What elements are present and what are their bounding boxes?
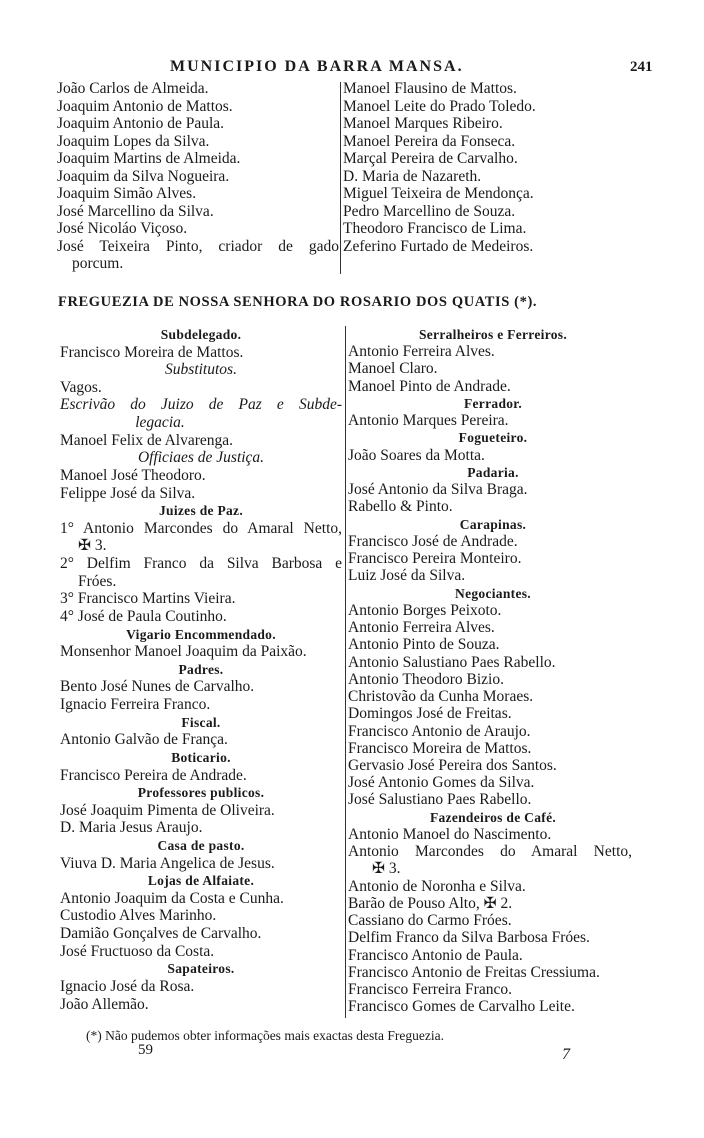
list-entry: Joaquim Simão Alves.	[57, 185, 197, 202]
list-entry: legacia.	[135, 414, 185, 432]
list-entry: Felippe José da Silva.	[60, 484, 196, 502]
main-column-rule	[345, 326, 346, 1018]
list-entry: Antonio Borges Peixoto.	[348, 601, 502, 619]
list-entry: Manoel Leite do Prado Toledo.	[343, 97, 536, 115]
list-entry: João Carlos de Almeida.	[57, 80, 209, 97]
list-entry: Manoel Pereira da Fonseca.	[343, 132, 516, 150]
list-entry: Manoel José Theodoro.	[60, 466, 206, 484]
list-entry: 1° Antonio Marcondes do Amaral Netto,	[60, 519, 342, 537]
list-entry: Damião Gonçalves de Carvalho.	[60, 925, 262, 943]
list-entry: Fróes.	[78, 572, 117, 590]
list-entry: Miguel Teixeira de Mendonça.	[343, 185, 534, 202]
list-entry: Manoel Felix de Alvarenga.	[60, 431, 234, 449]
list-entry: Marçal Pereira de Carvalho.	[343, 150, 518, 167]
list-entry: Antonio Marques Pereira.	[348, 412, 509, 430]
section-title: FREGUEZIA DE NOSSA SENHORA DO ROSARIO DOS QUATIS (*).	[58, 294, 538, 310]
list-entry: José Salustiano Paes Rabello.	[348, 791, 532, 809]
list-entry: Antonio Marcondes do Amaral Netto,	[348, 843, 632, 861]
category-heading: Ferrador.	[463, 395, 523, 411]
list-entry: Theodoro Francisco de Lima.	[343, 220, 527, 237]
list-entry: Ignacio José da Rosa.	[60, 977, 195, 995]
list-entry: José Teixeira Pinto, criador de gado	[57, 237, 339, 255]
category-heading: Juizes de Paz.	[158, 503, 244, 519]
list-entry: Antonio Ferreira Alves.	[348, 343, 495, 361]
list-entry: Francisco Ferreira Franco.	[348, 981, 512, 999]
list-entry: Ignacio Ferreira Franco.	[60, 696, 211, 714]
list-entry: Francisco Pereira Monteiro.	[348, 550, 522, 568]
running-head: MUNICIPIO DA BARRA MANSA.	[170, 58, 464, 75]
list-entry: Pedro Marcellino de Souza.	[343, 202, 516, 220]
list-entry: Bento José Nunes de Carvalho.	[60, 678, 255, 696]
list-entry: José Marcellino da Silva.	[57, 202, 214, 220]
list-entry: 4° José de Paula Coutinho.	[60, 607, 227, 625]
category-heading: Professores publicos.	[137, 785, 265, 801]
list-entry: D. Maria de Nazareth.	[343, 167, 482, 185]
list-entry: Francisco Pereira de Andrade.	[60, 766, 247, 784]
list-entry: Manoel Marques Ribeiro.	[343, 115, 503, 132]
list-entry: Francisco Moreira de Mattos.	[348, 739, 532, 757]
list-entry: Luiz José da Silva.	[348, 567, 466, 585]
list-entry: Delfim Franco da Silva Barbosa Fróes.	[348, 929, 590, 947]
list-entry: Cassiano do Carmo Fróes.	[348, 912, 512, 930]
list-entry: Joaquim Antonio de Paula.	[57, 115, 225, 132]
list-entry: Gervasio José Pereira dos Santos.	[348, 757, 557, 774]
category-heading: Subdelegado.	[160, 327, 242, 342]
page-number: 241	[630, 59, 653, 75]
list-entry: José Fructuoso da Costa.	[60, 942, 215, 960]
category-heading: Serralheiros e Ferreiros.	[418, 327, 568, 342]
category-heading: Fiscal.	[181, 714, 221, 730]
list-entry: Custodio Alves Marinho.	[60, 907, 217, 925]
list-entry: João Allemão.	[60, 995, 149, 1013]
list-entry: Joaquim da Silva Nogueira.	[57, 167, 230, 185]
list-entry: Joaquim Martins de Almeida.	[57, 150, 241, 167]
list-entry: Francisco Antonio de Araujo.	[348, 722, 531, 740]
list-entry: Christovão da Cunha Moraes.	[348, 688, 534, 706]
list-entry: Manoel Claro.	[348, 360, 438, 378]
list-entry: José Nicoláo Viçoso.	[57, 220, 188, 237]
list-entry: Antonio Joaquim da Costa e Cunha.	[60, 889, 284, 907]
category-heading: Casa de pasto.	[157, 837, 245, 853]
category-heading: Boticario.	[171, 749, 231, 765]
category-heading: Vigario Encommendado.	[126, 626, 276, 642]
list-entry: Substitutos.	[165, 361, 237, 379]
list-entry: Manoel Flausino de Mattos.	[343, 80, 517, 97]
category-heading: Padres.	[178, 661, 224, 677]
footnote: (*) Não pudemos obter informações mais exactas desta Freguezia.	[86, 1028, 444, 1043]
list-entry: Viuva D. Maria Angelica de Jesus.	[60, 854, 275, 872]
category-heading: Padaria.	[467, 464, 519, 480]
list-entry: Antonio Manoel do Nascimento.	[348, 825, 552, 843]
list-entry: 2° Delfim Franco da Silva Barbosa e	[60, 555, 342, 573]
list-entry: porcum.	[72, 255, 124, 272]
list-entry: Vagos.	[60, 378, 102, 396]
list-entry: José Antonio da Silva Braga.	[348, 481, 528, 499]
list-entry: Francisco Moreira de Mattos.	[60, 343, 244, 361]
category-heading: Fazendeiros de Café.	[429, 809, 557, 825]
corner-mark: 7	[562, 1046, 570, 1063]
category-heading: Carapinas.	[459, 516, 527, 532]
list-entry: Escrivão do Juizo de Paz e Subde-	[60, 396, 342, 414]
list-entry: Rabello & Pinto.	[348, 498, 453, 516]
list-entry: Francisco Gomes de Carvalho Leite.	[348, 998, 575, 1016]
list-entry: José Antonio Gomes da Silva.	[348, 774, 535, 792]
list-entry: D. Maria Jesus Araujo.	[60, 819, 203, 837]
list-entry: ✠ 3.	[78, 537, 107, 555]
category-heading: Fogueteiro.	[458, 430, 528, 446]
list-entry: Domingos José de Freitas.	[348, 705, 512, 723]
list-entry: Francisco Antonio de Paula.	[348, 946, 523, 964]
list-entry: Antonio Theodoro Bizio.	[348, 670, 504, 688]
list-entry: Officiaes de Justiça.	[137, 449, 265, 467]
list-entry: 3° Francisco Martins Vieira.	[60, 590, 236, 608]
list-entry: Zeferino Furtado de Medeiros.	[343, 237, 534, 255]
list-entry: Francisco Antonio de Freitas Cressiuma.	[348, 963, 600, 981]
category-heading: Sapateiros.	[167, 961, 235, 977]
top-column-rule	[340, 82, 341, 274]
category-heading: Negociantes.	[455, 585, 531, 601]
list-entry: ✠ 3.	[372, 860, 401, 878]
list-entry: Monsenhor Manoel Joaquim da Paixão.	[60, 643, 307, 661]
signature-mark: 59	[138, 1042, 153, 1058]
list-entry: Manoel Pinto de Andrade.	[348, 377, 511, 395]
list-entry: Antonio Galvão de França.	[60, 731, 228, 749]
list-entry: Joaquim Lopes da Silva.	[57, 132, 210, 150]
list-entry: Antonio de Noronha e Silva.	[348, 877, 526, 895]
list-entry: Antonio Pinto de Souza.	[348, 636, 500, 654]
list-entry: João Soares da Motta.	[348, 446, 485, 464]
list-entry: José Joaquim Pimenta de Oliveira.	[60, 801, 275, 819]
list-entry: Barão de Pouso Alto, ✠ 2.	[348, 894, 513, 912]
list-entry: Antonio Ferreira Alves.	[348, 619, 495, 637]
list-entry: Antonio Salustiano Paes Rabello.	[348, 653, 556, 671]
category-heading: Lojas de Alfaiate.	[147, 873, 255, 889]
list-entry: Joaquim Antonio de Mattos.	[57, 97, 233, 115]
list-entry: Francisco José de Andrade.	[348, 532, 518, 550]
